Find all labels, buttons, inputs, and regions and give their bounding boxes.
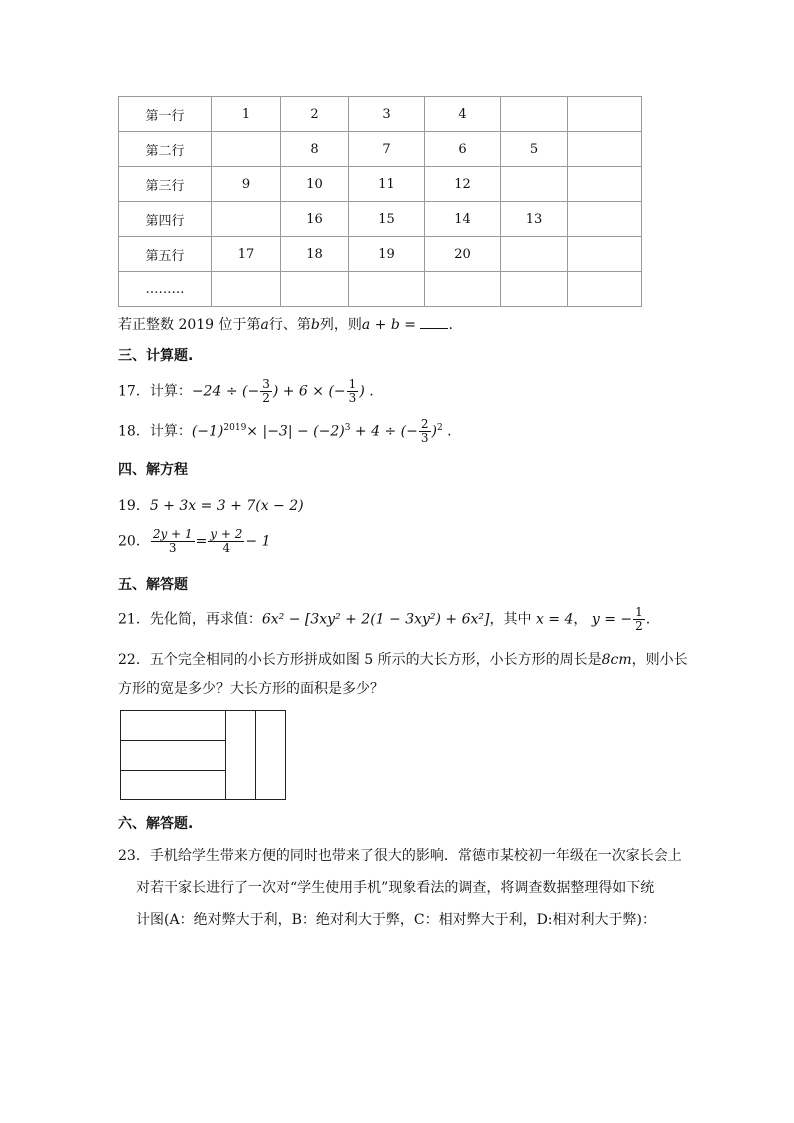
table-cell	[568, 167, 642, 202]
section-5-heading: 五、解答题	[118, 577, 188, 593]
section-3-heading: 三、计算题.	[118, 348, 194, 364]
table-cell	[568, 272, 642, 307]
frac-den: 4	[222, 541, 231, 556]
q18-sup-2: 3	[344, 423, 351, 434]
table-cell	[212, 132, 281, 167]
frac-num: 1	[348, 377, 357, 391]
var-a: a	[260, 317, 269, 333]
table-cell: 17	[212, 237, 281, 272]
small-rectangle-1	[120, 710, 226, 741]
question-17	[118, 378, 374, 405]
q21-sep: ，	[573, 611, 588, 628]
fraction-1-2	[633, 606, 645, 633]
frac-num: 1	[635, 605, 643, 619]
frac-num: 2y + 1	[152, 527, 193, 541]
q18-expr-1: (−1)	[191, 423, 224, 440]
table-cell: 12	[425, 167, 501, 202]
q21-y-value: y = −	[591, 611, 633, 628]
table-cell: 16	[281, 202, 349, 237]
row-label-cell: 第五行	[119, 237, 212, 272]
row-label-cell: 第二行	[119, 132, 212, 167]
table-cell: 6	[425, 132, 501, 167]
q17-expr-3: ) .	[359, 383, 374, 400]
question-23-line-1: 23．手机给学生带来方便的同时也带来了很大的影响．常德市某校初一年级在一次家长会上	[118, 848, 682, 864]
q17-expr-1: −24 ÷ (−	[191, 383, 260, 400]
table-cell: 8	[281, 132, 349, 167]
q20-number: 20．	[118, 533, 150, 550]
q20-tail: − 1	[245, 533, 271, 550]
section-4-heading: 四、解方程	[118, 462, 188, 478]
q21-end: .	[645, 611, 651, 628]
table-cell: 9	[212, 167, 281, 202]
q17-number: 17．计算：	[118, 383, 192, 400]
q22-text-a: 22．五个完全相同的小长方形拼成如图 5 所示的大长方形，小长方形的周长是	[118, 652, 602, 668]
table-cell: 18	[281, 237, 349, 272]
q19-number: 19．	[118, 498, 150, 514]
table-cell: 2	[281, 97, 349, 132]
q18-expr-3: + 4 ÷ (−	[350, 423, 418, 440]
frac-num: y + 2	[210, 527, 243, 541]
frac-den: 3	[420, 431, 429, 446]
table-cell: 4	[425, 97, 501, 132]
question-18	[118, 418, 452, 445]
table-row	[119, 167, 642, 202]
frac-den: 2	[635, 619, 643, 634]
frac-den: 3	[348, 391, 357, 406]
table-cell: 19	[349, 237, 425, 272]
small-rectangle-5	[255, 710, 286, 800]
q16-expr: a + b =	[361, 317, 416, 333]
q21-number: 21．先化简，再求值：	[118, 611, 262, 628]
table-cell	[568, 202, 642, 237]
table-cell: 5	[501, 132, 568, 167]
question-22-line-1	[118, 652, 688, 669]
table-cell	[568, 97, 642, 132]
small-rectangle-3	[120, 770, 226, 800]
small-rectangle-2	[120, 740, 226, 771]
table-cell	[501, 97, 568, 132]
table-cell	[501, 167, 568, 202]
answer-blank	[420, 316, 448, 329]
table-cell	[281, 272, 349, 307]
section-6-heading: 六、解答题.	[118, 816, 194, 832]
q18-sup-1: 2019	[223, 423, 247, 434]
question-21	[118, 606, 650, 633]
question-23-line-2: 对若干家长进行了一次对“学生使用手机”现象看法的调查，将调查数据整理得如下统	[136, 880, 655, 896]
row-label-cell: 第四行	[119, 202, 212, 237]
question-22-line-2: 方形的宽是多少？大长方形的面积是多少？	[118, 681, 384, 697]
table-cell: 10	[281, 167, 349, 202]
frac-num: 2	[420, 417, 429, 431]
question-23-line-3: 计图(A：绝对弊大于利，B：绝对利大于弊，C：相对弊大于利，D:相对利大于弊)：	[136, 912, 656, 928]
table-row	[119, 132, 642, 167]
table-cell	[501, 237, 568, 272]
q16-text-a: 若正整数 2019 位于第	[118, 317, 261, 333]
question-20	[118, 528, 271, 555]
table-cell: 20	[425, 237, 501, 272]
q22-text-b: ，则小长	[631, 652, 688, 668]
frac-den: 3	[168, 541, 177, 556]
q18-expr-2: × |−3| − (−2)	[246, 423, 345, 440]
q18-number: 18．计算：	[118, 423, 192, 440]
q16-end: .	[448, 317, 453, 333]
q21-expr: 6x² − [3xy² + 2(1 − 3xy²) + 6x²]	[261, 611, 490, 628]
fraction-2y1-3	[151, 528, 195, 555]
q18-sup-3: 2	[436, 423, 443, 434]
fraction-2-3	[419, 418, 431, 445]
table-row	[119, 202, 642, 237]
q18-end: .	[442, 423, 452, 440]
table-cell	[501, 272, 568, 307]
frac-num: 3	[262, 377, 270, 391]
question-19	[118, 498, 304, 515]
fraction-3-2	[260, 378, 272, 405]
table-row	[119, 272, 642, 307]
row-label-cell: 第一行	[119, 97, 212, 132]
q16-text-b: 行、第	[268, 317, 311, 333]
table-cell	[212, 272, 281, 307]
q16-tail	[118, 316, 453, 334]
table-cell	[568, 237, 642, 272]
row-label-cell: 第三行	[119, 167, 212, 202]
fraction-y2-4	[208, 528, 244, 555]
table-cell: 7	[349, 132, 425, 167]
q21-x-value: x = 4	[535, 611, 574, 628]
q21-mid: ，其中	[489, 611, 532, 628]
table-cell: 1	[212, 97, 281, 132]
table-cell: 13	[501, 202, 568, 237]
q16-text-c: 列，则	[319, 317, 362, 333]
table-cell: 3	[349, 97, 425, 132]
var-b: b	[310, 317, 320, 333]
rectangles-figure	[120, 710, 286, 800]
fraction-1-3	[347, 378, 359, 405]
table-cell: 14	[425, 202, 501, 237]
q17-expr-2: ) + 6 × (−	[272, 383, 346, 400]
table-row	[119, 97, 642, 132]
q19-expr: 5 + 3x = 3 + 7(x − 2)	[149, 498, 304, 514]
number-table	[118, 96, 642, 307]
table-cell	[212, 202, 281, 237]
table-row	[119, 237, 642, 272]
table-cell: 15	[349, 202, 425, 237]
q18-expr-4: )	[431, 423, 437, 440]
frac-den: 2	[262, 391, 270, 406]
small-rectangle-4	[225, 710, 256, 800]
table-cell	[425, 272, 501, 307]
equals-sign: =	[195, 533, 208, 550]
table-cell	[349, 272, 425, 307]
row-label-cell: ………	[119, 272, 212, 307]
q22-perimeter: 8cm	[601, 652, 632, 668]
table-cell: 11	[349, 167, 425, 202]
table-cell	[568, 132, 642, 167]
